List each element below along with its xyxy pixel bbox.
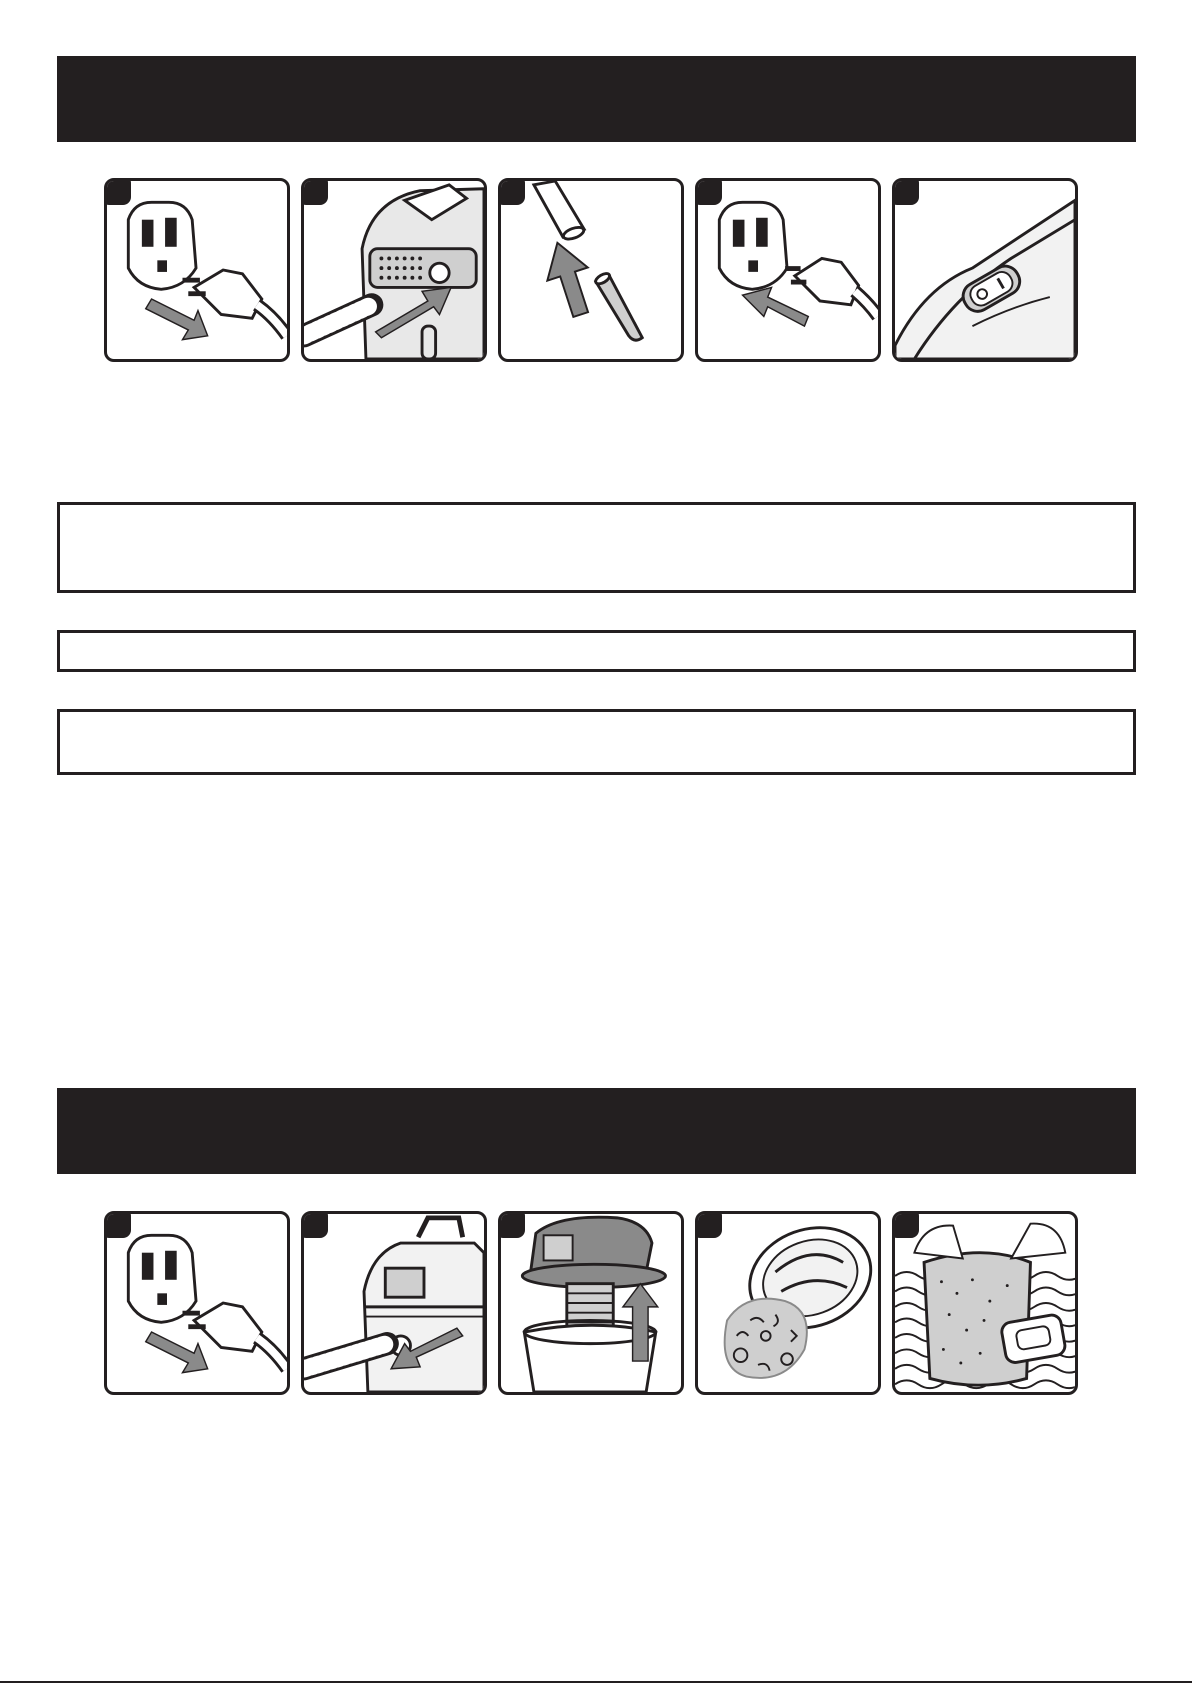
section-header-operation <box>57 56 1136 142</box>
step-panel-row <box>104 178 1084 366</box>
wash-filter-icon <box>895 1214 1075 1392</box>
step-number-badge <box>104 1211 131 1238</box>
step-number-badge <box>301 1211 328 1238</box>
step-number-badge <box>498 1211 525 1238</box>
step-panel <box>498 1211 684 1395</box>
step-number-badge <box>695 178 722 205</box>
notice-box <box>57 630 1136 672</box>
footer-rule <box>0 1681 1192 1683</box>
step-number-badge <box>301 178 328 205</box>
lift-powerhead-icon <box>501 1214 681 1392</box>
step-panel <box>301 178 487 362</box>
step-panel <box>695 178 881 362</box>
attach-hose-icon <box>304 181 484 359</box>
attach-accessory-icon <box>501 181 681 359</box>
empty-debris-icon <box>698 1214 878 1392</box>
step-number-badge <box>104 178 131 205</box>
remove-hose-icon <box>304 1214 484 1392</box>
step-number-badge <box>892 1211 919 1238</box>
warning-box <box>57 502 1136 593</box>
step-number-badge <box>695 1211 722 1238</box>
step-panel <box>695 1211 881 1395</box>
power-switch-icon <box>895 181 1075 359</box>
step-number-badge <box>498 178 525 205</box>
section-header-maintenance <box>57 1088 1136 1174</box>
step-number-badge <box>892 178 919 205</box>
caution-box <box>57 709 1136 775</box>
step-panel <box>892 1211 1078 1395</box>
unplug-icon <box>107 181 287 359</box>
step-panel <box>892 178 1078 362</box>
step-panel <box>301 1211 487 1395</box>
step-panel <box>104 178 290 362</box>
step-panel <box>104 1211 290 1395</box>
unplug-icon <box>107 1214 287 1392</box>
step-panel-row <box>104 1211 1084 1399</box>
step-panel <box>498 178 684 362</box>
plug-in-icon <box>698 181 878 359</box>
